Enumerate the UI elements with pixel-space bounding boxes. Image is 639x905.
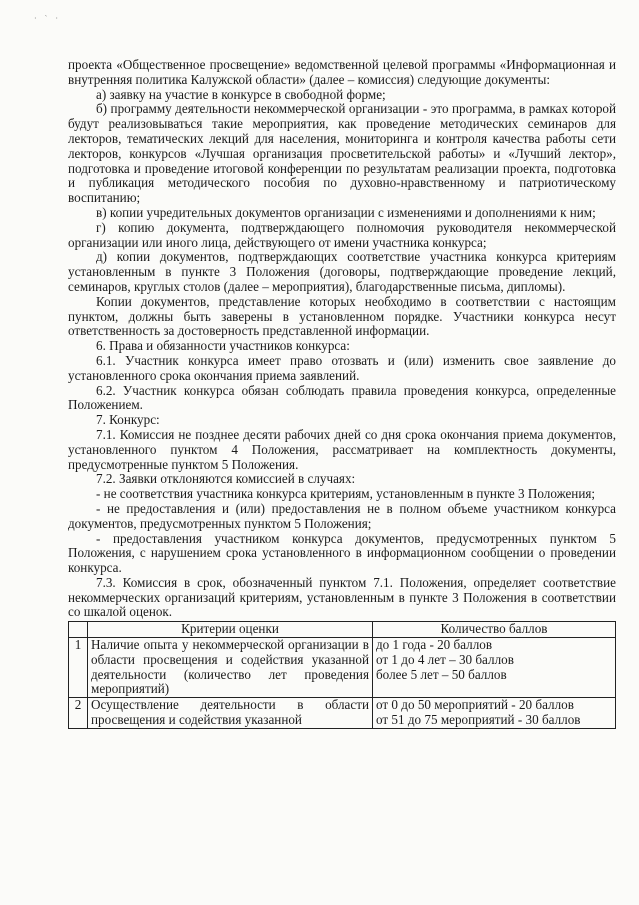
score-line: от 1 до 4 лет – 30 баллов (376, 651, 514, 667)
criteria-table (68, 621, 616, 729)
paragraph: б) программу деятельности некоммерческой организации - это программа, в рамках которой будут реализовываться такие мероприятия, как проведение методических семинаров для лекторов, тематических лекций для населения, мониторинга и контроля качества работы сети лекторов, конкурсов «Лучшая организация просветительской работы» и «Лучший лектор», подготовка и проведение итоговой конференции по результатам реализации проекта, подготовка и публикация методического пособия по духовно-нравственному и патриотическому воспитанию; (68, 101, 616, 206)
paragraph: проекта «Общественное просвещение» ведомственной целевой программы «Информационная и внутренняя политика Калужской области» (далее – комиссия) следующие документы: (68, 57, 616, 87)
paragraph: - предоставления участником конкурса документов, предусмотренных пунктом 5 Положения, с нарушением срока установленного в информационном сообщении о проведении конкурса. (68, 530, 616, 576)
paragraph: а) заявку на участие в конкурсе в свободной форме; (96, 86, 386, 102)
table-row (69, 638, 616, 698)
section-heading: 7. Конкурс: (96, 412, 160, 428)
score-line: более 5 лет – 50 баллов (376, 666, 507, 682)
paragraph: 6.1. Участник конкурса имеет право отозвать и (или) изменить свое заявление до установленного срока окончания приема заявлений. (68, 352, 616, 383)
criterion-text: Наличие опыта у некоммерческой организации в области просвещения и содействия указанной деятельности (количество лет проведения мероприятий) (88, 638, 373, 698)
paragraph: Копии документов, представление которых необходимо в соответствии с настоящим пунктом, должны быть заверены в установленном порядке. Участники конкурса несут ответственность за достоверность представленной информации. (68, 293, 616, 339)
paragraph: - не предоставления и (или) предоставления не в полном объеме участником конкурса документов, предусмотренных пунктом 5 Положения; (68, 500, 616, 531)
scores-cell (373, 698, 616, 729)
row-number: 2 (69, 698, 88, 729)
paragraph: д) копии документов, подтверждающих соответствие участника конкурса критериям установленным в пункте 3 Положения (договоры, подтверждающие проведение лекций, семинаров, круглых столов (далее – мероприятия), благодарственные письма, дипломы). (68, 249, 616, 294)
score-line: от 51 до 75 мероприятий - 30 баллов (376, 712, 581, 728)
paragraph: 6.2. Участник конкурса обязан соблюдать правила проведения конкурса, определенные Положением. (68, 382, 616, 413)
scores-cell (373, 638, 616, 698)
table-header-criteria: Критерии оценки (88, 622, 373, 638)
paragraph: 7.3. Комиссия в срок, обозначенный пунктом 7.1. Положения, определяет соответствие некоммерческих организаций критериям, установленным в пункте 3 Положения в соответствии со шкалой оценок. (68, 574, 616, 620)
paragraph: 7.2. Заявки отклоняются комиссией в случаях: (96, 471, 356, 487)
section-heading: 6. Права и обязанности участников конкурса: (96, 338, 350, 354)
paragraph: - не соответствия участника конкурса критериям, установленным в пункте 3 Положения; (96, 486, 596, 502)
scan-speck-marks: · ` · (34, 14, 61, 23)
paragraph: 7.1. Комиссия не позднее десяти рабочих дней со дня срока окончания приема документов, установленного пунктом 4 Положения, рассматривает на комплектность документы, предусмотренные пунктом 5 Положения. (68, 426, 616, 472)
score-line: до 1 года - 20 баллов (376, 637, 493, 653)
score-line: от 0 до 50 мероприятий - 20 баллов (376, 697, 574, 713)
paragraph: г) копию документа, подтверждающего полномочия руководителя некоммерческой организации или иного лица, действующего от имени участника конкурса; (68, 219, 616, 250)
paragraph: в) копии учредительных документов организации с изменениями и дополнениями к ним; (96, 204, 596, 220)
table-header-scores: Количество баллов (373, 622, 616, 638)
row-number: 1 (69, 638, 88, 698)
document-page (68, 58, 616, 729)
table-row (69, 698, 616, 729)
criterion-text: Осуществление деятельности в области просвещения и содействия указанной (88, 698, 373, 729)
table-header-row (69, 622, 616, 638)
table-header-num (69, 622, 88, 638)
